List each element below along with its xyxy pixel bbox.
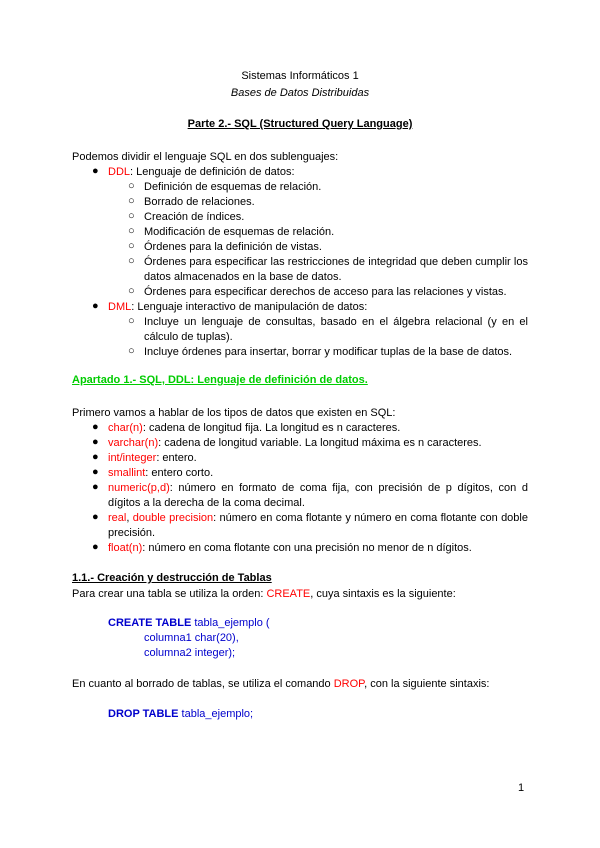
bullet-icon: ● <box>92 436 99 448</box>
create-text <box>72 587 530 602</box>
type-item <box>108 541 528 556</box>
type-term: varchar(n) <box>108 437 159 449</box>
type-item <box>108 481 528 511</box>
ddl-subitem: Órdenes para especificar derechos de acceso para las relaciones y vistas. <box>144 286 507 298</box>
circle-bullet-icon: ○ <box>128 195 135 207</box>
circle-bullet-icon: ○ <box>128 240 135 252</box>
ddl-subitem: Órdenes para la definición de vistas. <box>144 241 322 253</box>
type-item <box>108 451 528 466</box>
bullet-icon: ● <box>92 165 99 177</box>
dml-item <box>108 300 528 315</box>
ddl-subitem: Creación de índices. <box>144 211 245 223</box>
type-item <box>108 436 528 451</box>
create-text-b: , cuya sintaxis es la siguiente: <box>310 588 456 600</box>
type-item <box>108 511 528 541</box>
ddl-desc: : Lenguaje de definición de datos: <box>130 166 295 178</box>
type-term: real <box>108 512 127 524</box>
bullet-icon: ● <box>92 421 99 433</box>
type-term: numeric(p,d) <box>108 482 170 494</box>
subsection-heading: 1.1.- Creación y destrucción de Tablas <box>72 572 272 584</box>
type-desc: : cadena de longitud variable. La longitud máxima es n caracteres. <box>158 437 482 449</box>
ddl-subitem: Modificación de esquemas de relación. <box>144 226 335 238</box>
dml-subitem: Incluye un lenguaje de consultas, basado en el álgebra relacional (y en el cálculo de tuplas). <box>144 316 528 343</box>
code-text: tabla_ejemplo; <box>178 708 254 720</box>
types-intro: Primero vamos a hablar de los tipos de datos que existen en SQL: <box>72 407 396 419</box>
circle-bullet-icon: ○ <box>128 345 135 357</box>
type-item <box>108 466 528 481</box>
type-term-2: double precision <box>132 512 214 524</box>
drop-text-b: , con la siguiente sintaxis: <box>364 678 490 690</box>
type-term: smallint <box>108 467 146 479</box>
bullet-icon: ● <box>92 466 99 478</box>
dml-subitem: Incluye órdenes para insertar, borrar y modificar tuplas de la base de datos. <box>144 346 513 358</box>
circle-bullet-icon: ○ <box>128 255 135 267</box>
header-subject: Bases de Datos Distribuidas <box>230 87 370 99</box>
type-desc: : cadena de longitud fija. La longitud es n caracteres. <box>142 422 401 434</box>
code-create-line3: columna2 integer); <box>144 647 236 659</box>
ddl-item <box>108 165 528 180</box>
dml-desc: : Lenguaje interactivo de manipulación de datos: <box>131 301 368 313</box>
type-term: int/integer <box>108 452 157 464</box>
code-create-line2: columna1 char(20), <box>144 632 239 644</box>
ddl-term: DDL <box>108 166 131 178</box>
create-text-a: Para crear una tabla se utiliza la orden: <box>72 588 267 600</box>
create-keyword: CREATE <box>266 588 311 600</box>
type-term: float(n) <box>108 542 143 554</box>
header-course: Sistemas Informáticos 1 <box>241 70 359 82</box>
type-term: char(n) <box>108 422 143 434</box>
circle-bullet-icon: ○ <box>128 180 135 192</box>
type-item <box>108 421 528 436</box>
drop-text-a: En cuanto al borrado de tablas, se utiliza el comando <box>72 678 334 690</box>
section-heading: Apartado 1.- SQL, DDL: Lenguaje de definición de datos. <box>72 374 368 386</box>
ddl-subitem: Órdenes para especificar las restricciones de integridad que deben cumplir los datos almacenados en la base de datos. <box>144 256 528 283</box>
circle-bullet-icon: ○ <box>128 210 135 222</box>
circle-bullet-icon: ○ <box>128 225 135 237</box>
intro-text: Podemos dividir el lenguaje SQL en dos sublenguajes: <box>72 151 339 163</box>
type-desc: : entero. <box>156 452 197 464</box>
code-keyword: DROP TABLE <box>108 708 179 720</box>
drop-text <box>72 677 530 692</box>
type-desc: : entero corto. <box>145 467 214 479</box>
code-keyword: CREATE TABLE <box>108 617 192 629</box>
code-drop <box>108 708 253 720</box>
bullet-icon: ● <box>92 300 99 312</box>
bullet-icon: ● <box>92 541 99 553</box>
type-desc: : número en coma flotante con una precisión no menor de n dígitos. <box>142 542 472 554</box>
code-text: tabla_ejemplo ( <box>191 617 270 629</box>
type-desc: : número en formato de coma fija, con precisión de p dígitos, con d dígitos a la derecha de la coma decimal. <box>108 482 528 509</box>
bullet-icon: ● <box>92 481 99 493</box>
dml-term: DML <box>108 301 132 313</box>
type-desc: : número en coma flotante y número en coma flotante con doble precisión. <box>108 512 528 539</box>
page-number: 1 <box>518 782 525 794</box>
code-create-line1 <box>108 617 270 629</box>
ddl-subitem: Definición de esquemas de relación. <box>144 181 322 193</box>
drop-keyword: DROP <box>333 678 365 690</box>
type-sep: , <box>126 512 133 524</box>
page-title: Parte 2.- SQL (Structured Query Language) <box>187 118 413 130</box>
ddl-subitem: Borrado de relaciones. <box>144 196 255 208</box>
bullet-icon: ● <box>92 451 99 463</box>
circle-bullet-icon: ○ <box>128 285 135 297</box>
bullet-icon: ● <box>92 511 99 523</box>
circle-bullet-icon: ○ <box>128 315 135 327</box>
